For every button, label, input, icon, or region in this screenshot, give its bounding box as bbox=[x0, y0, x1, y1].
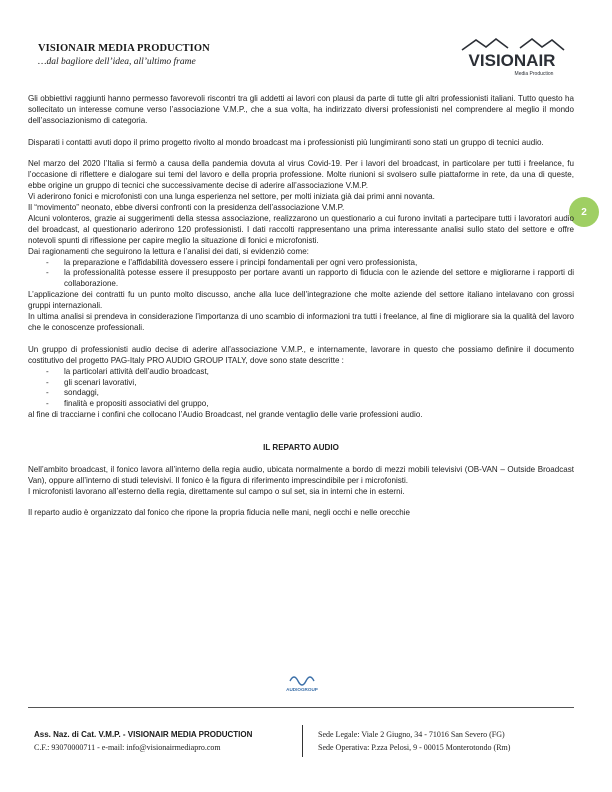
paragraph: In ultima analisi si prendeva in considerazione l’importanza di uno scambio di informazioni tra tutti i freelance, al fine di migliorare sia la qualità del lavoro che le conoscenze professionali. bbox=[28, 312, 574, 332]
page-number-badge: 2 bbox=[569, 197, 599, 227]
footer-divider-line bbox=[28, 707, 574, 708]
section-heading: IL REPARTO AUDIO bbox=[263, 442, 339, 452]
list-item: - la particolari attività dell’audio broadcast, bbox=[28, 367, 574, 378]
paragraph: Vi aderirono fonici e microfonisti con una lunga esperienza nel settore, per molti iniziata già dai primi anni novanta. bbox=[28, 192, 435, 202]
findings-list bbox=[28, 258, 574, 291]
list-item: - sondaggi, bbox=[28, 388, 574, 399]
footer-operative-address: Sede Operativa: P.zza Pelosi, 9 - 00015 Monterotondo (Rm) bbox=[318, 743, 511, 752]
document-body bbox=[28, 94, 574, 519]
footer-association-name: Ass. Naz. di Cat. V.M.P. - VISIONAIR MEDIA PRODUCTION bbox=[34, 730, 253, 739]
paragraph: Nel marzo del 2020 l’Italia si fermò a causa della pandemia dovuta al virus Covid-19. Per i lavori del broadcast, in particolare per tutti i freelance, fu l’occasione di riflettere e dialogare sui temi del lavoro e della propria professione. Molte riunioni si svolsero sulle piattaforme in rete, da una di queste, ebbe origine un gruppo di tecnici che successivamente decise di aderire all’associazione V.M.P. bbox=[28, 159, 574, 191]
logo-subtitle: Media Production bbox=[514, 71, 554, 77]
paragraph: Nell’ambito broadcast, il fonico lavora all’interno della regia audio, ubicata normalmente a bordo di mezzi mobili televisivi (OB-VAN – Outside Broadcast Van), oppure all’interno di studi televisivi. Il fonico è la figura di riferimento imprescindibile per i microfonisti. bbox=[28, 464, 574, 485]
document-contents-list bbox=[28, 367, 574, 411]
paragraph: L’applicazione dei contratti fu un punto molto discusso, anche alla luce dell’integrazione che molte aziende del settore italiano intelavano con grossi gruppi internazionali. bbox=[28, 290, 574, 311]
paragraph: Alcuni volonteros, grazie ai suggerimenti della stessa associazione, realizzarono un questionario a cui furono invitati a partecipare tutti i lavoratori audio del broadcast, al questionario aderirono 120 professionisti. I dati raccolti rappresentano una prima interessante analisi sullo stato del settore e offre notevoli spunti di riflessione per capire meglio la situazione di fonici e microfonisti. bbox=[28, 213, 574, 245]
list-item: - la professionalità potesse essere il presupposto per portare avanti un rapporto di fiducia con le aziende del settore e migliorarne i rapporti di collaborazione. bbox=[28, 268, 574, 290]
footer-legal-address: Sede Legale: Viale 2 Giugno, 34 - 71016 San Severo (FG) bbox=[318, 730, 505, 739]
footer-fiscal-code-email: C.F.: 93070000711 - e-mail: info@visionairmediapro.com bbox=[34, 743, 221, 752]
organization-title: VISIONAIR MEDIA PRODUCTION bbox=[38, 43, 210, 54]
list-item: - finalità e propositi associativi del gruppo, bbox=[28, 399, 574, 410]
list-item: - gli scenari lavorativi, bbox=[28, 378, 574, 389]
visionair-logo bbox=[456, 36, 568, 78]
paragraph: Il “movimento” neonato, ebbe diversi confronti con la presidenza dell’associazione V.M.P. bbox=[28, 203, 345, 213]
paragraph: Il reparto audio è organizzato dal fonico che ripone la propria fiducia nelle mani, negli occhi e nelle orecchie bbox=[28, 508, 411, 518]
paragraph: al fine di tracciarne i confini che collocano l’Audio Broadcast, nel grande ventaglio delle varie professioni audio. bbox=[28, 410, 423, 420]
organization-tagline: …dal bagliore dell’idea, all’ultimo frame bbox=[38, 57, 196, 67]
audiogroup-logo bbox=[284, 671, 320, 693]
logo-wordmark: VISIONAIR bbox=[468, 51, 556, 70]
logo-mountains bbox=[462, 39, 508, 50]
paragraph: Dai ragionamenti che seguirono la lettura e l’analisi dei dati, si evidenziò come: bbox=[28, 246, 309, 256]
paragraph: Gli obbiettivi raggiunti hanno permesso favorevoli riscontri tra gli addetti ai lavori con plausi da parte di tutte gli altri professionisti italiani. Tutto questo ha sollecitato un interesse comune verso l’associazione V.M.P., che a sua volta, ha indirizzato diversi professionisti nel comprendere al meglio il mondo dell’associazionismo di categoria. bbox=[28, 94, 574, 125]
paragraph: I microfonisti lavorano all’esterno della regia, direttamente sul campo o sul set, sia in interni che in esterni. bbox=[28, 486, 405, 496]
footer-vertical-separator bbox=[302, 725, 303, 757]
soundwave-icon bbox=[290, 677, 314, 685]
audiogroup-label: AUDIOGROUP bbox=[286, 687, 318, 692]
paragraph: Disparati i contatti avuti dopo il primo progetto rivolto al mondo broadcast ma i professionisti più lungimiranti sono stati un gruppo di tecnici audio. bbox=[28, 137, 544, 147]
paragraph: Un gruppo di professionisti audio decise di aderire all’associazione V.M.P., e internamente, lavorare in questo che possiamo definire il documento costitutivo del progetto PAG-Italy PRO AUDIO GROUP ITALY, dove sono state descritte : bbox=[28, 344, 574, 365]
list-item: - la preparazione e l’affidabilità dovessero essere i principi fondamentali per ogni vero professionista, bbox=[28, 258, 574, 269]
